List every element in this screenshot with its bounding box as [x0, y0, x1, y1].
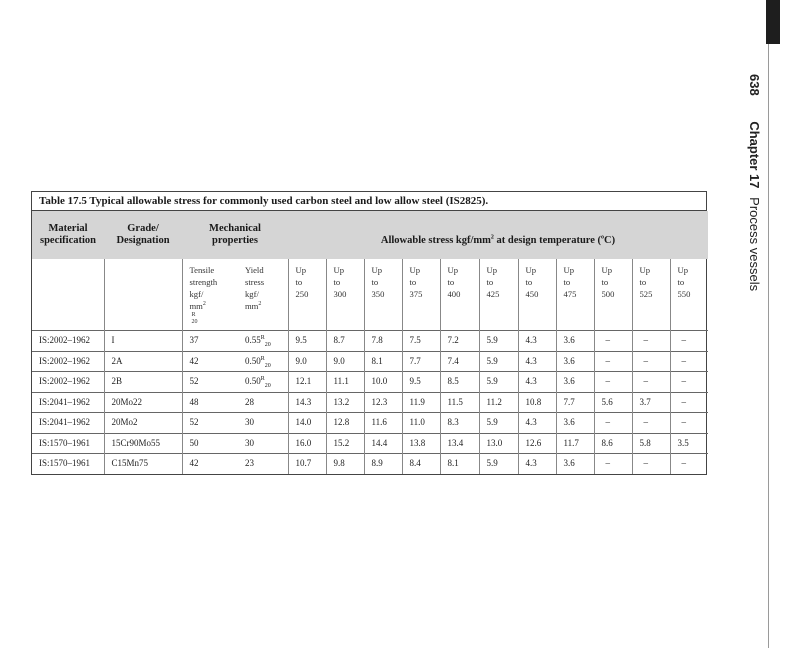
cell-stress-value: 8.7: [326, 331, 364, 352]
cell-stress-value: 12.8: [326, 413, 364, 434]
subheader-row: [32, 259, 708, 331]
cell-stress-value: –: [670, 331, 708, 352]
cell-grade: C15Mn75: [104, 454, 182, 474]
cell-stress-value: 3.6: [556, 331, 594, 352]
table-row: [32, 372, 708, 393]
subheader-tensile: Tensile strength kgf/ $mm^2$ R 20: [182, 259, 238, 331]
cell-stress-value: 7.4: [440, 351, 479, 372]
cell-stress-value: 13.4: [440, 433, 479, 454]
cell-stress-value: 14.0: [288, 413, 326, 434]
cell-stress-value: 4.3: [518, 331, 556, 352]
allowable-stress-table: [31, 191, 707, 475]
cell-stress-value: 5.9: [479, 454, 518, 474]
cell-stress-value: 7.5: [402, 331, 440, 352]
subheader-temp: Up to 450: [518, 259, 556, 331]
cell-stress-value: 4.3: [518, 351, 556, 372]
header-mechanical: Mechanical properties: [182, 211, 288, 259]
cell-stress-value: 14.4: [364, 433, 402, 454]
cell-stress-value: 7.7: [402, 351, 440, 372]
cell-tensile: 48: [182, 392, 238, 413]
cell-stress-value: –: [670, 413, 708, 434]
cell-stress-value: –: [594, 351, 632, 372]
cell-stress-value: 11.5: [440, 392, 479, 413]
cell-yield: 30: [238, 433, 288, 454]
cell-stress-value: 3.6: [556, 351, 594, 372]
cell-spec: IS:1570–1961: [32, 433, 104, 454]
stress-table-grid: [32, 211, 708, 474]
subheader-temp: Up to 525: [632, 259, 670, 331]
cell-tensile: 42: [182, 351, 238, 372]
cell-stress-value: 11.2: [479, 392, 518, 413]
subheader-temp: Up to 400: [440, 259, 479, 331]
chapter-title: Process vessels: [747, 197, 762, 292]
subheader-temp: Up to 550: [670, 259, 708, 331]
cell-stress-value: 13.0: [479, 433, 518, 454]
cell-tensile: 42: [182, 454, 238, 474]
cell-stress-value: 5.8: [632, 433, 670, 454]
cell-stress-value: 10.0: [364, 372, 402, 393]
cell-stress-value: –: [670, 351, 708, 372]
cell-stress-value: 3.5: [670, 433, 708, 454]
cell-stress-value: 8.9: [364, 454, 402, 474]
cell-stress-value: 15.2: [326, 433, 364, 454]
cell-stress-value: 10.8: [518, 392, 556, 413]
chapter-label: Chapter 17: [747, 121, 762, 189]
cell-stress-value: 8.6: [594, 433, 632, 454]
table-row: [32, 392, 708, 413]
cell-stress-value: 16.0: [288, 433, 326, 454]
cell-tensile: 50: [182, 433, 238, 454]
cell-stress-value: –: [632, 331, 670, 352]
cell-stress-value: 10.7: [288, 454, 326, 474]
cell-stress-value: –: [632, 351, 670, 372]
cell-grade: 20Mo2: [104, 413, 182, 434]
chapter-tab-marker: [766, 0, 780, 44]
cell-spec: IS:1570–1961: [32, 454, 104, 474]
cell-stress-value: 9.8: [326, 454, 364, 474]
cell-tensile: 52: [182, 413, 238, 434]
cell-stress-value: –: [632, 413, 670, 434]
cell-spec: IS:2002–1962: [32, 351, 104, 372]
cell-stress-value: 7.2: [440, 331, 479, 352]
header-material: Material specification: [32, 211, 104, 259]
table-row: [32, 351, 708, 372]
cell-stress-value: 5.9: [479, 351, 518, 372]
cell-stress-value: 11.9: [402, 392, 440, 413]
running-head: [747, 74, 762, 291]
cell-grade: 2B: [104, 372, 182, 393]
subheader-temp: Up to 475: [556, 259, 594, 331]
cell-stress-value: –: [594, 372, 632, 393]
cell-yield: 23: [238, 454, 288, 474]
subheader-temp: Up to 500: [594, 259, 632, 331]
table-row: [32, 331, 708, 352]
cell-stress-value: 5.9: [479, 331, 518, 352]
cell-stress-value: 9.5: [402, 372, 440, 393]
cell-stress-value: 11.6: [364, 413, 402, 434]
cell-stress-value: 8.5: [440, 372, 479, 393]
cell-stress-value: 7.8: [364, 331, 402, 352]
cell-stress-value: 13.2: [326, 392, 364, 413]
cell-grade: I: [104, 331, 182, 352]
cell-yield: 28: [238, 392, 288, 413]
cell-grade: 2A: [104, 351, 182, 372]
cell-stress-value: –: [594, 331, 632, 352]
table-row: [32, 433, 708, 454]
cell-stress-value: –: [594, 413, 632, 434]
cell-stress-value: 5.6: [594, 392, 632, 413]
cell-stress-value: 11.0: [402, 413, 440, 434]
subheader-temp: Up to 300: [326, 259, 364, 331]
cell-stress-value: 3.6: [556, 372, 594, 393]
table-row: [32, 413, 708, 434]
cell-grade: 15Cr90Mo55: [104, 433, 182, 454]
cell-stress-value: 3.6: [556, 454, 594, 474]
table-row: [32, 454, 708, 474]
cell-stress-value: –: [670, 372, 708, 393]
header-row: [32, 211, 708, 259]
cell-stress-value: –: [632, 372, 670, 393]
cell-spec: IS:2041–1962: [32, 392, 104, 413]
cell-spec: IS:2002–1962: [32, 331, 104, 352]
cell-stress-value: 11.7: [556, 433, 594, 454]
cell-stress-value: 4.3: [518, 454, 556, 474]
cell-spec: IS:2041–1962: [32, 413, 104, 434]
cell-stress-value: 5.9: [479, 413, 518, 434]
subheader-yield: Yield stress kgf/ $mm^2$: [245, 265, 265, 311]
cell-stress-value: –: [670, 454, 708, 474]
subheader-temp: Up to 425: [479, 259, 518, 331]
cell-spec: IS:2002–1962: [32, 372, 104, 393]
cell-tensile: 37: [182, 331, 238, 352]
header-allowable-stress: Allowable stress kgf/$mm^2$ at design temperature ($^o$C): [288, 211, 708, 259]
cell-stress-value: 4.3: [518, 413, 556, 434]
cell-stress-value: 3.7: [632, 392, 670, 413]
cell-grade: 20Mo22: [104, 392, 182, 413]
cell-tensile: 52: [182, 372, 238, 393]
cell-stress-value: 12.6: [518, 433, 556, 454]
cell-stress-value: 8.1: [440, 454, 479, 474]
cell-stress-value: 12.3: [364, 392, 402, 413]
cell-stress-value: 8.3: [440, 413, 479, 434]
cell-stress-value: 9.0: [326, 351, 364, 372]
page-number: 638: [747, 74, 762, 96]
cell-stress-value: 7.7: [556, 392, 594, 413]
cell-stress-value: 12.1: [288, 372, 326, 393]
margin-rule: [768, 44, 769, 648]
cell-yield: $0.55^R_{20}$: [238, 331, 288, 352]
table-caption: Table 17.5 Typical allowable stress for commonly used carbon steel and low allow steel (IS2825).: [32, 192, 706, 211]
cell-stress-value: 8.4: [402, 454, 440, 474]
cell-stress-value: 9.0: [288, 351, 326, 372]
subheader-temp: Up to 250: [288, 259, 326, 331]
header-grade: Grade/ Designation: [104, 211, 182, 259]
cell-yield: $0.50^R_{20}$: [238, 351, 288, 372]
cell-stress-value: 5.9: [479, 372, 518, 393]
cell-stress-value: 4.3: [518, 372, 556, 393]
cell-stress-value: 8.1: [364, 351, 402, 372]
subheader-temp: Up to 375: [402, 259, 440, 331]
cell-stress-value: –: [670, 392, 708, 413]
cell-yield: 30: [238, 413, 288, 434]
cell-stress-value: –: [594, 454, 632, 474]
cell-stress-value: 11.1: [326, 372, 364, 393]
cell-stress-value: –: [632, 454, 670, 474]
cell-stress-value: 14.3: [288, 392, 326, 413]
cell-stress-value: 13.8: [402, 433, 440, 454]
cell-stress-value: 9.5: [288, 331, 326, 352]
cell-stress-value: 3.6: [556, 413, 594, 434]
cell-yield: $0.50^R_{20}$: [238, 372, 288, 393]
subheader-temp: Up to 350: [364, 259, 402, 331]
